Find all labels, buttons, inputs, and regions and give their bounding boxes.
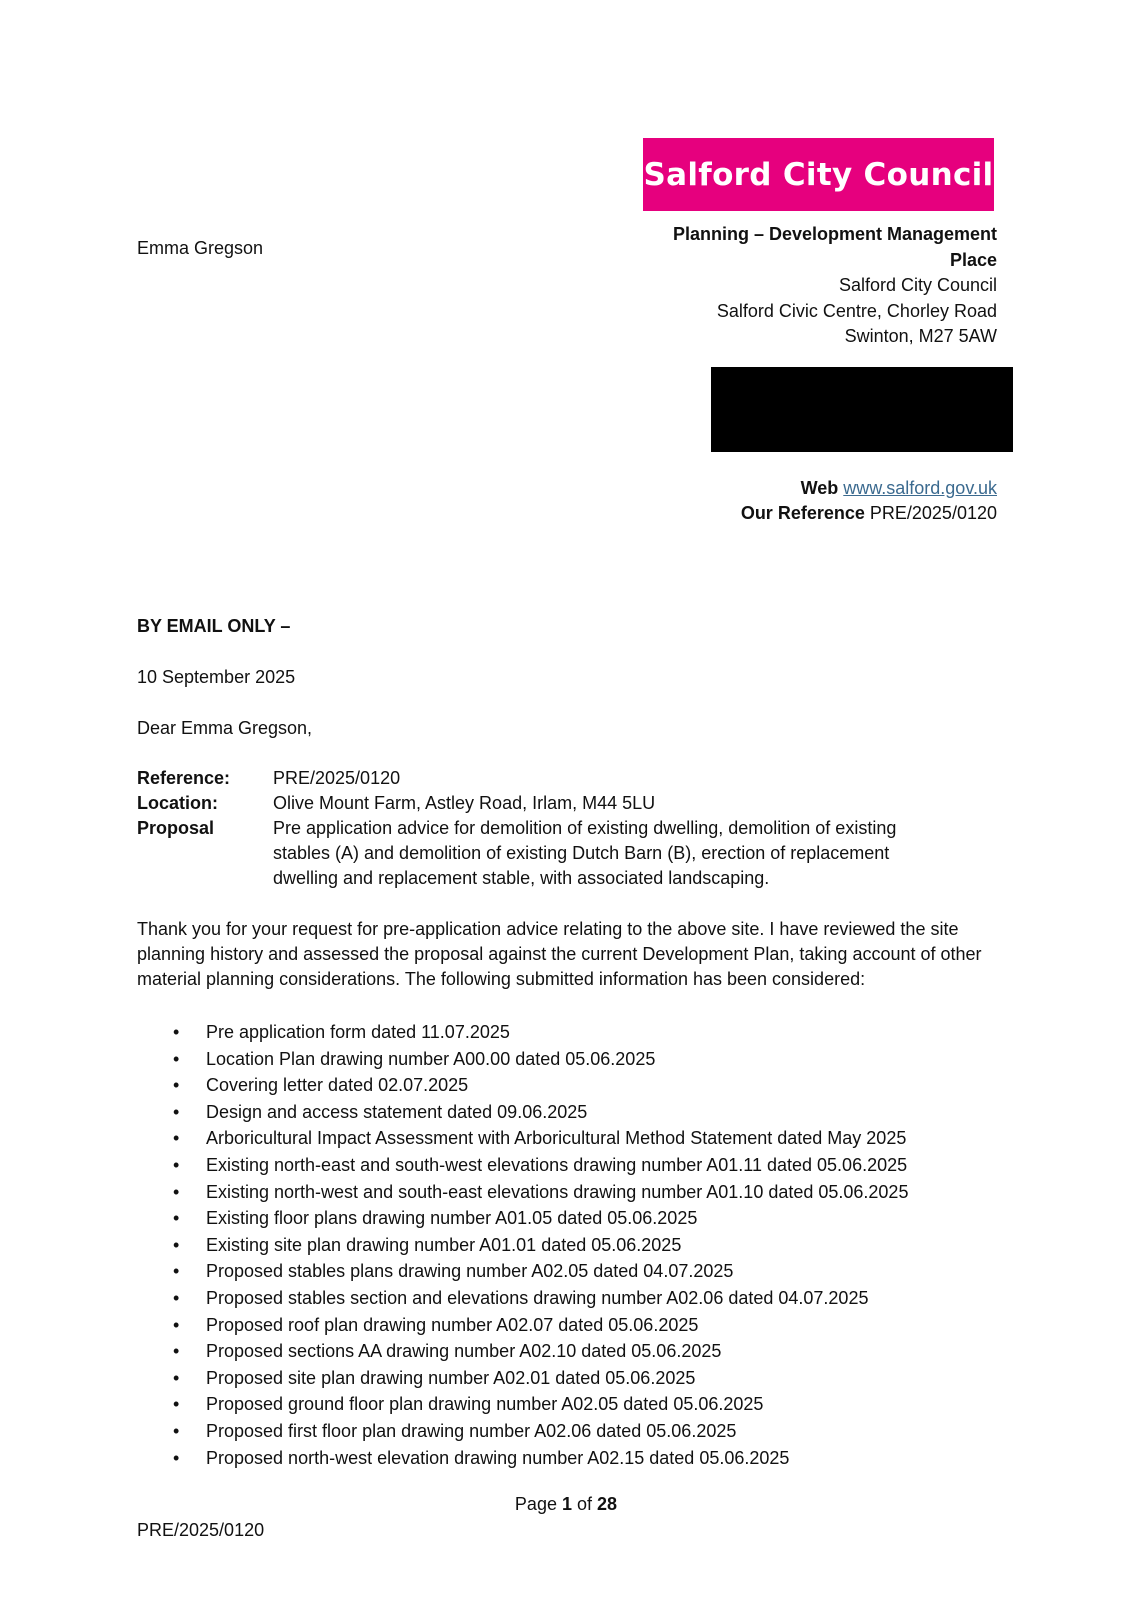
detail-label: Location: [137, 793, 218, 813]
list-item: • Location Plan drawing number A00.00 dated 05.06.2025 [137, 1046, 908, 1073]
department-name: Planning – Development Management [672, 224, 997, 244]
list-item: • Existing floor plans drawing number A01.05 dated 05.06.2025 [137, 1205, 908, 1232]
web-link[interactable]: www.salford.gov.uk [843, 478, 997, 498]
list-item: • Existing north-east and south-west elevations drawing number A01.11 dated 05.06.2025 [137, 1152, 908, 1179]
our-reference-label: Our Reference [740, 503, 865, 523]
detail-value: Olive Mount Farm, Astley Road, Irlam, M44 5LU [273, 793, 656, 813]
detail-value: PRE/2025/0120 [273, 768, 401, 788]
salutation: Dear Emma Gregson, [137, 718, 313, 738]
list-item: • Proposed stables section and elevations drawing number A02.06 dated 04.07.2025 [137, 1285, 908, 1312]
reference-details [137, 766, 967, 891]
our-reference-value: PRE/2025/0120 [869, 503, 997, 523]
list-item: • Proposed sections AA drawing number A02.10 dated 05.06.2025 [137, 1338, 908, 1365]
page-word: Page [514, 1494, 557, 1514]
list-item: • Existing north-west and south-east elevations drawing number A01.10 dated 05.06.2025 [137, 1179, 908, 1206]
our-reference-line [477, 501, 997, 526]
list-item: • Proposed first floor plan drawing number A02.06 dated 05.06.2025 [137, 1418, 908, 1445]
footer-reference: PRE/2025/0120 [137, 1520, 265, 1540]
by-email-notice: BY EMAIL ONLY – [137, 616, 291, 636]
department-sub: Place [949, 249, 997, 270]
list-item: • Proposed north-west elevation drawing number A02.15 dated 05.06.2025 [137, 1445, 908, 1472]
intro-paragraph: Thank you for your request for pre-application advice relating to the above site. I have reviewed the site planning history and assessed the proposal against the current Development Plan, taking account of other material planning considerations. The following submitted information has been considered: [137, 919, 982, 989]
list-item: • Design and access statement dated 09.06.2025 [137, 1099, 908, 1126]
address-line: Salford Civic Centre, Chorley Road [716, 300, 997, 321]
page-of: of [577, 1494, 593, 1514]
page-total: 28 [597, 1494, 618, 1514]
address-line: Swinton, M27 5AW [844, 326, 997, 346]
documents-list [137, 1019, 908, 1471]
list-item: • Covering letter dated 02.07.2025 [137, 1072, 908, 1099]
list-item: • Arboricultural Impact Assessment with Arboricultural Method Statement dated May 2025 [137, 1125, 908, 1152]
address-line: Salford City Council [838, 275, 997, 295]
list-item: • Proposed ground floor plan drawing number A02.05 dated 05.06.2025 [137, 1391, 908, 1418]
list-item: • Proposed stables plans drawing number A02.05 dated 04.07.2025 [137, 1258, 908, 1285]
page-current: 1 [561, 1494, 572, 1514]
detail-label: Reference: [137, 768, 231, 788]
recipient-name: Emma Gregson [137, 238, 264, 258]
detail-value: Pre application advice for demolition of existing dwelling, demolition of existing stables (A) and demolition of existing Dutch Barn (B), erection of replacement dwelling and replacement stable, with associated landscaping. [273, 818, 897, 888]
letter-date: 10 September 2025 [137, 667, 296, 687]
list-item: • Proposed roof plan drawing number A02.07 dated 05.06.2025 [137, 1312, 908, 1339]
web-label: Web [800, 478, 839, 498]
detail-label: Proposal [137, 818, 215, 838]
web-line [477, 476, 997, 501]
detail-row-location [137, 791, 967, 816]
list-item: • Proposed site plan drawing number A02.01 dated 05.06.2025 [137, 1365, 908, 1392]
contact-block [477, 476, 997, 526]
council-logo: Salford City Council [643, 138, 994, 211]
list-item: • Existing site plan drawing number A01.01 dated 05.06.2025 [137, 1232, 908, 1259]
page-number [0, 1494, 1132, 1515]
detail-row-proposal [137, 816, 967, 891]
list-item: • Pre application form dated 11.07.2025 [137, 1019, 908, 1046]
detail-row-reference [137, 766, 967, 791]
redacted-block [711, 367, 1013, 452]
sender-address [477, 222, 997, 350]
